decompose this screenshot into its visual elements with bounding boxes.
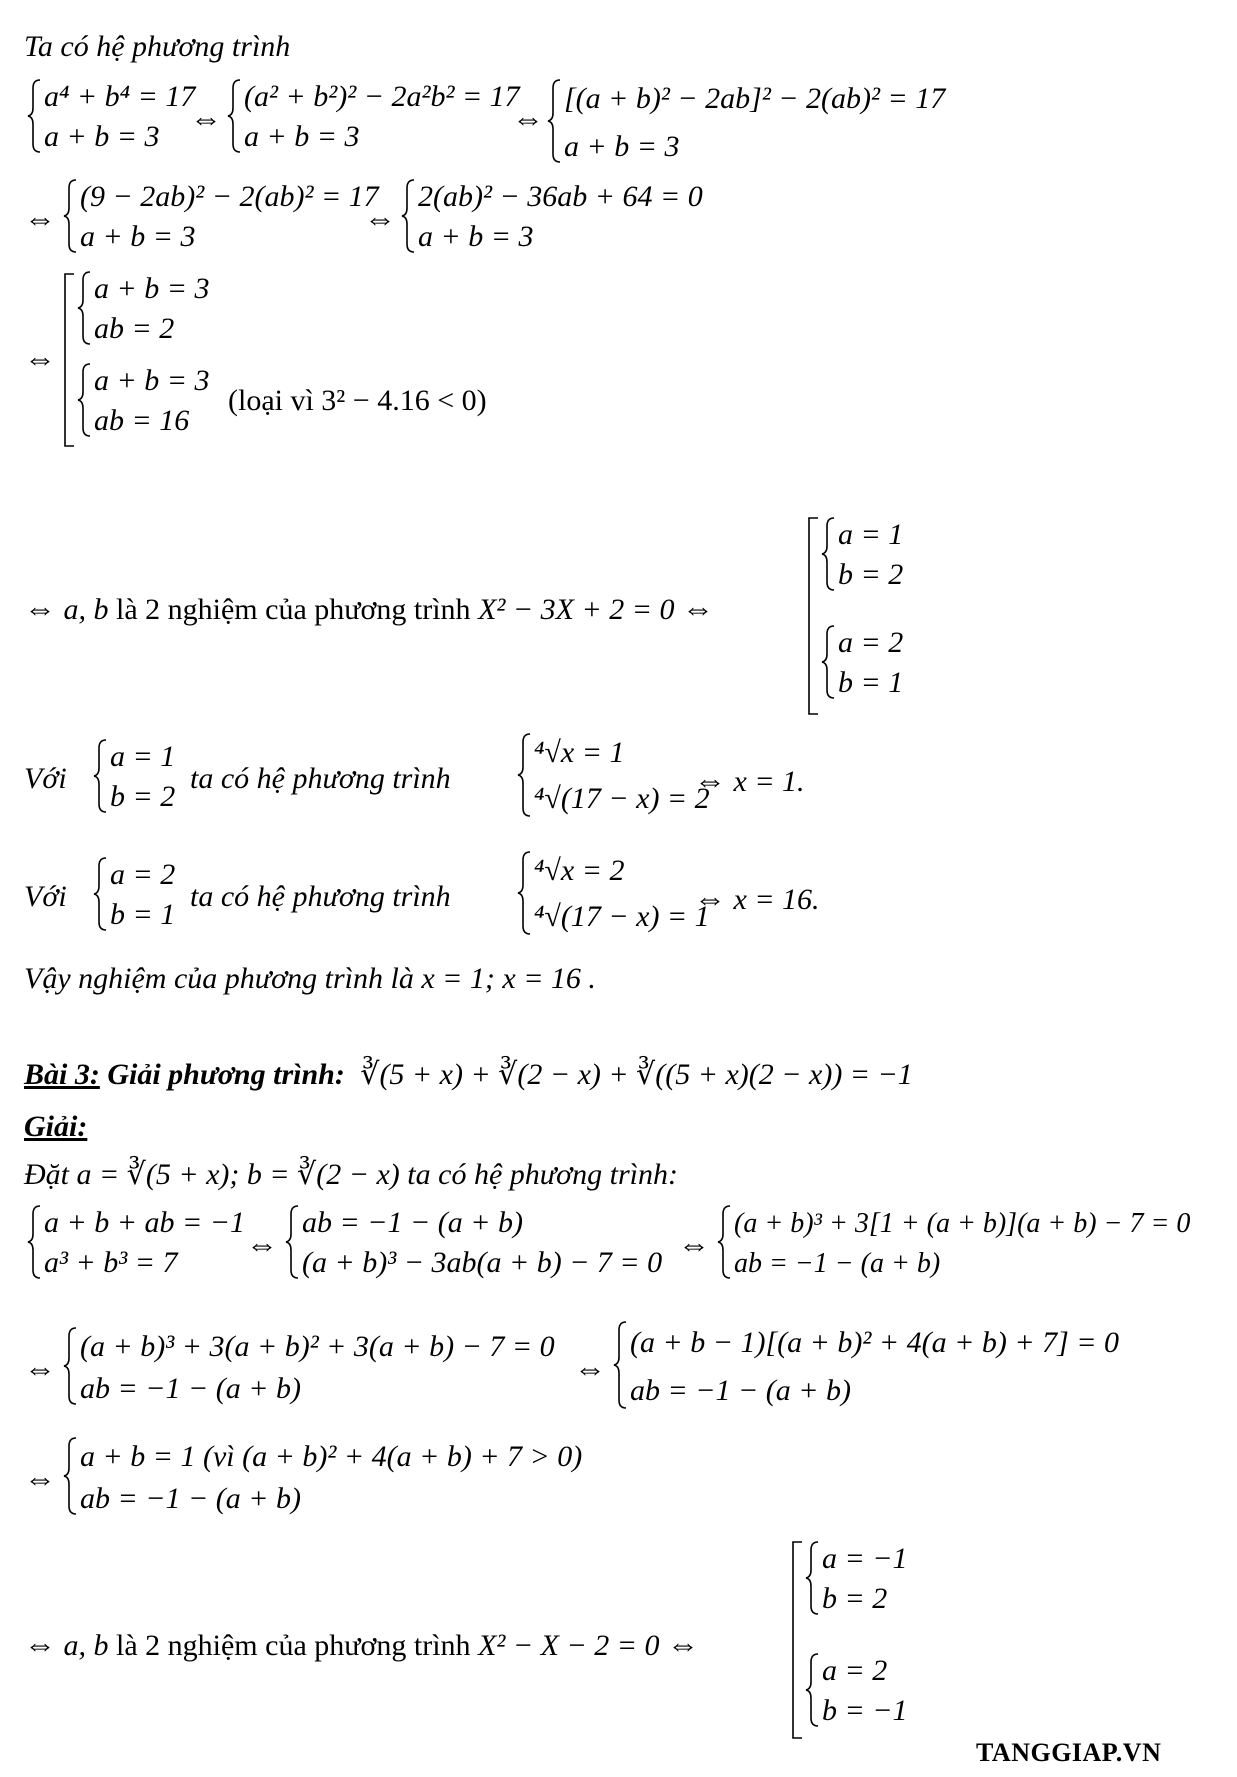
square-bracket-icon (806, 516, 820, 716)
b3-root-case-2-line2: b = −1 (822, 1694, 908, 1727)
b3-root-case-2 (804, 1652, 934, 1728)
system-2a-line1: (9 − 2ab)² − 2(ab)² = 17 (80, 180, 379, 213)
b3-roots-text: là 2 nghiệm của phương trình (116, 1629, 471, 1662)
b3-system-1c-line1: (a + b)³ + 3[1 + (a + b)](a + b) − 7 = 0 (734, 1208, 1191, 1239)
conclusion: Vậy nghiệm của phương trình là x = 1; x = 16 . (24, 962, 596, 995)
with1-result (694, 762, 805, 800)
brace-icon (76, 362, 92, 438)
site-watermark: TANGGIAP.VN (976, 1738, 1162, 1767)
root-case-1-line2: b = 2 (838, 558, 904, 591)
b3-roots-vars: a, b (63, 1629, 109, 1662)
b3-system-1c (716, 1204, 1232, 1280)
system-2a-line2: a + b = 3 (80, 220, 196, 253)
with2-result-value: x = 16. (733, 883, 820, 916)
with1-mid-text: ta có hệ phương trình (190, 762, 451, 795)
b3-system-3 (62, 1436, 622, 1516)
brace-icon (62, 1326, 78, 1406)
root-case-1 (820, 516, 940, 592)
roots-statement (24, 590, 714, 628)
iff-symbol: ⇔ (512, 100, 544, 136)
b3-system-2a-line2: ab = −1 − (a + b) (80, 1372, 301, 1405)
b3-system-2a-line1: (a + b)³ + 3(a + b)² + 3(a + b) − 7 = 0 (80, 1330, 555, 1363)
brace-icon (92, 856, 108, 932)
system-2a (62, 178, 379, 254)
iff-symbol: ⇔ (24, 200, 56, 236)
case-2-line2: ab = 16 (94, 404, 190, 437)
system-1a-line1: a⁴ + b⁴ = 17 (44, 80, 196, 113)
with2-system (516, 850, 710, 936)
iff-symbol: ⇔ (694, 880, 726, 916)
with1-ab-line1: a = 1 (110, 740, 176, 773)
b3-system-1b (284, 1204, 674, 1280)
iff-symbol: ⇔ (678, 1226, 710, 1262)
brace-icon (804, 1540, 820, 1616)
square-bracket-icon (62, 272, 76, 448)
with2-ab-line2: b = 1 (110, 898, 176, 931)
roots-vars: a, b (63, 593, 109, 626)
case-2-line1: a + b = 3 (94, 364, 210, 397)
with2-ab-line1: a = 2 (110, 858, 176, 891)
b3-system-1a-line2: a³ + b³ = 7 (44, 1246, 178, 1279)
with2-result (694, 880, 820, 918)
problem-3-heading (24, 1058, 913, 1093)
with1-system-line2: ⁴√(17 − x) = 2 (534, 782, 710, 815)
with2-system-line2: ⁴√(17 − x) = 1 (534, 900, 710, 933)
b3-roots-statement (24, 1626, 699, 1664)
substitution-expr: a = ∛(5 + x); b = ∛(2 − x) (76, 1158, 400, 1191)
brace-icon (62, 1436, 78, 1516)
iff-symbol: ⇔ (24, 1350, 56, 1386)
system-1b (226, 78, 520, 154)
iff-symbol: ⇔ (24, 1460, 56, 1496)
brace-icon (612, 1320, 628, 1410)
b3-system-1c-line2: ab = −1 − (a + b) (734, 1248, 941, 1279)
brace-icon (820, 516, 836, 592)
with1-ab-line2: b = 2 (110, 780, 176, 813)
system-2b-line1: 2(ab)² − 36ab + 64 = 0 (418, 180, 703, 213)
iff-symbol: ⇔ (246, 1226, 278, 1262)
brace-icon (92, 738, 108, 814)
b3-root-case-2-line1: a = 2 (822, 1654, 888, 1687)
with1-ab (92, 738, 192, 814)
with2-system-line1: ⁴√x = 2 (534, 854, 625, 887)
with2-ab (92, 856, 192, 932)
substitution-after: ta có hệ phương trình: (407, 1158, 678, 1191)
system-1c-line1: [(a + b)² − 2ab]² − 2(ab)² = 17 (564, 82, 946, 115)
system-1a-line2: a + b = 3 (44, 120, 160, 153)
iff-symbol: ⇔ (666, 1626, 699, 1662)
b3-system-3-line1: a + b = 1 (vì (a + b)² + 4(a + b) + 7 > 0) (80, 1440, 583, 1473)
root-case-2-line2: b = 1 (838, 666, 904, 699)
with1-system-line1: ⁴√x = 1 (534, 736, 625, 769)
iff-symbol: ⇔ (24, 340, 56, 376)
case-2 (76, 362, 216, 438)
system-2b (400, 178, 720, 254)
iff-symbol: ⇔ (574, 1350, 606, 1386)
brace-icon (226, 78, 242, 154)
brace-icon (62, 178, 78, 254)
case-1-line2: ab = 2 (94, 312, 175, 345)
problem-3-title: Giải phương trình: (107, 1058, 345, 1091)
brace-icon (804, 1652, 820, 1728)
problem-3-label: Bài 3: (24, 1058, 100, 1091)
case-1-line1: a + b = 3 (94, 272, 210, 305)
with1-result-value: x = 1. (733, 765, 805, 798)
brace-icon (284, 1204, 300, 1280)
system-1b-line1: (a² + b²)² − 2a²b² = 17 (244, 80, 520, 113)
system-1c-line2: a + b = 3 (564, 130, 680, 163)
solution-heading: Giải: (24, 1110, 88, 1143)
b3-system-3-line2: ab = −1 − (a + b) (80, 1482, 301, 1515)
system-1c (546, 78, 946, 164)
brace-icon (820, 624, 836, 700)
quadratic-equation: X² − 3X + 2 = 0 (478, 593, 675, 626)
b3-system-1a-line1: a + b + ab = −1 (44, 1206, 245, 1239)
with-label: Với (24, 762, 67, 795)
brace-icon (76, 270, 92, 346)
intro-text: Ta có hệ phương trình (24, 30, 291, 63)
iff-symbol: ⇔ (24, 590, 56, 626)
substitution-verb: Đặt (24, 1158, 69, 1191)
b3-system-1b-line2: (a + b)³ − 3ab(a + b) − 7 = 0 (302, 1246, 663, 1279)
iff-symbol: ⇔ (694, 762, 726, 798)
roots-text: là 2 nghiệm của phương trình (116, 593, 471, 626)
with1-system (516, 732, 710, 818)
brace-icon (516, 850, 532, 936)
substitution-line (24, 1158, 678, 1193)
system-1b-line2: a + b = 3 (244, 120, 360, 153)
brace-icon (400, 178, 416, 254)
brace-icon (26, 1204, 42, 1280)
brace-icon (26, 78, 42, 154)
system-2b-line2: a + b = 3 (418, 220, 534, 253)
b3-system-2b-line1: (a + b − 1)[(a + b)² + 4(a + b) + 7] = 0 (630, 1326, 1119, 1359)
b3-root-case-1-line1: a = −1 (822, 1542, 908, 1575)
b3-system-1b-line1: ab = −1 − (a + b) (302, 1206, 523, 1239)
b3-system-2b-line2: ab = −1 − (a + b) (630, 1374, 851, 1407)
b3-root-case-1 (804, 1540, 934, 1616)
problem-3-equation: ∛(5 + x) + ∛(2 − x) + ∛((5 + x)(2 − x)) = −1 (360, 1058, 913, 1091)
iff-symbol: ⇔ (190, 100, 222, 136)
root-case-2 (820, 624, 940, 700)
system-1a (26, 78, 196, 154)
iff-symbol: ⇔ (364, 200, 396, 236)
with-label: Với (24, 880, 67, 913)
root-case-2-line1: a = 2 (838, 626, 904, 659)
b3-system-2b (612, 1320, 1172, 1410)
b3-system-1a (26, 1204, 256, 1280)
iff-symbol: ⇔ (24, 1626, 56, 1662)
with2-mid-text: ta có hệ phương trình (190, 880, 451, 913)
case-1 (76, 270, 216, 346)
brace-icon (716, 1204, 732, 1280)
brace-icon (516, 732, 532, 818)
root-case-1-line1: a = 1 (838, 518, 904, 551)
square-bracket-icon (790, 1540, 804, 1740)
brace-icon (546, 78, 562, 164)
rejection-note: (loại vì 3² − 4.16 < 0) (228, 384, 487, 417)
iff-symbol: ⇔ (681, 590, 714, 626)
b3-system-2a (62, 1326, 582, 1406)
b3-quadratic-equation: X² − X − 2 = 0 (478, 1629, 660, 1662)
b3-root-case-1-line2: b = 2 (822, 1582, 888, 1615)
